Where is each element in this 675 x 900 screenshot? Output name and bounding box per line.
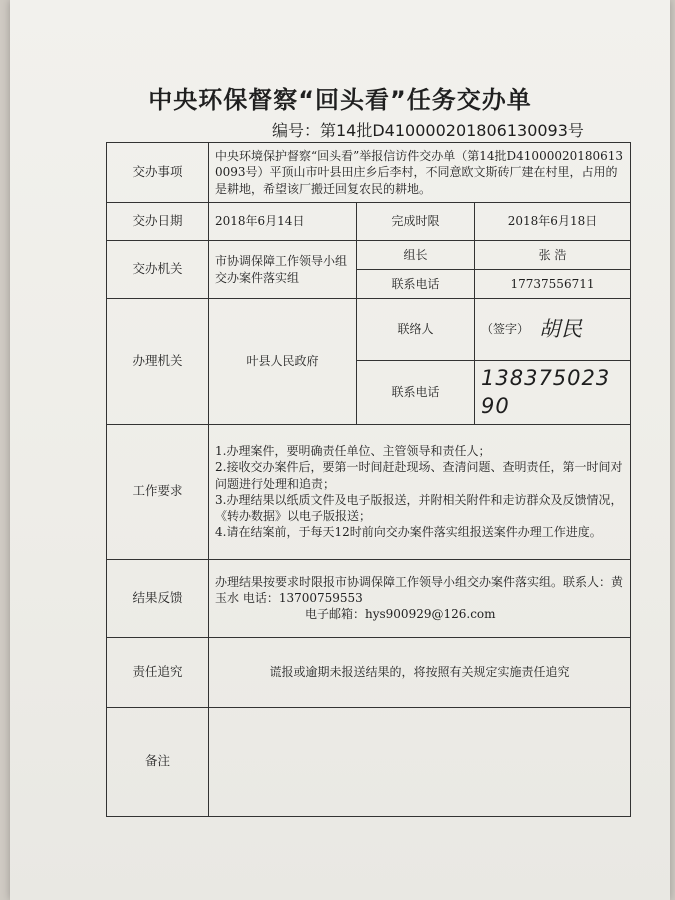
label-group-leader: 组长 <box>357 241 475 270</box>
document-title: 中央环保督察“回头看”任务交办单 <box>148 86 532 114</box>
row-remarks <box>107 707 631 816</box>
requirement-item-3: 3.办理结果以纸质文件及电子版报送，并附相关附件和走访群众及反馈情况，《转办数据》以电子版报送； <box>215 492 623 523</box>
row-assign-org-leader <box>107 241 631 270</box>
value-group-leader: 张 浩 <box>475 241 631 270</box>
label-feedback: 结果反馈 <box>107 559 209 637</box>
value-deadline: 2018年6月18日 <box>475 203 631 241</box>
label-deadline: 完成时限 <box>357 203 475 241</box>
value-assign-org: 市协调保障工作领导小组交办案件落实组 <box>209 241 357 299</box>
label-contact-person: 联络人 <box>357 299 475 361</box>
sign-prefix: （签字） <box>481 322 530 337</box>
value-assign-phone: 17737556711 <box>475 270 631 299</box>
row-feedback <box>107 559 631 637</box>
assignment-form-table <box>106 142 631 817</box>
requirements-list <box>209 424 631 559</box>
row-assign-date <box>107 203 631 241</box>
value-handle-org: 叶县人民政府 <box>209 299 357 425</box>
row-requirements <box>107 424 631 559</box>
document-paper <box>10 0 670 900</box>
handwritten-signature: 胡民 <box>539 317 584 342</box>
feedback-email: 电子邮箱：hys900929@126.com <box>305 607 496 622</box>
row-handle-org-contact <box>107 299 631 361</box>
value-assign-item: 中央环境保护督察“回头看”举报信访件交办单（第14批D410000201806130093号）平顶山市叶县田庄乡后李村，不同意欧文斯砖厂建在村里，占用的是耕地，希望该厂搬迁回复农民的耕地。 <box>209 143 631 203</box>
label-assign-date: 交办日期 <box>107 203 209 241</box>
value-accountability: 谎报或逾期未报送结果的，将按照有关规定实施责任追究 <box>209 637 631 707</box>
feedback-cell <box>209 559 631 637</box>
label-accountability: 责任追究 <box>107 637 209 707</box>
label-requirements: 工作要求 <box>107 424 209 559</box>
value-handle-phone-handwritten: 13837502390 <box>475 361 631 425</box>
requirement-item-4: 4.请在结案前，于每天12时前向交办案件落实组报送案件办理工作进度。 <box>215 525 602 540</box>
label-assign-item: 交办事项 <box>107 143 209 203</box>
label-handle-phone: 联系电话 <box>357 361 475 425</box>
requirement-item-2: 2.接收交办案件后，要第一时间赶赴现场、查清问题、查明责任，第一时间对问题进行处理和追责； <box>215 460 623 491</box>
label-assign-org: 交办机关 <box>107 241 209 299</box>
label-assign-phone: 联系电话 <box>357 270 475 299</box>
document-serial-number: 编号：第14批D410000201806130093号 <box>272 121 584 140</box>
value-remarks <box>209 707 631 816</box>
row-accountability <box>107 637 631 707</box>
label-handle-org: 办理机关 <box>107 299 209 425</box>
contact-signature-cell <box>475 299 631 361</box>
value-assign-date: 2018年6月14日 <box>209 203 357 241</box>
requirement-item-1: 1.办理案件，要明确责任单位、主管领导和责任人； <box>215 444 491 459</box>
label-remarks: 备注 <box>107 707 209 816</box>
feedback-text: 办理结果按要求时限报市协调保障工作领导小组交办案件落实组。联系人：黄玉水 电话：13700759553 <box>215 574 624 606</box>
row-assign-item <box>107 143 631 203</box>
